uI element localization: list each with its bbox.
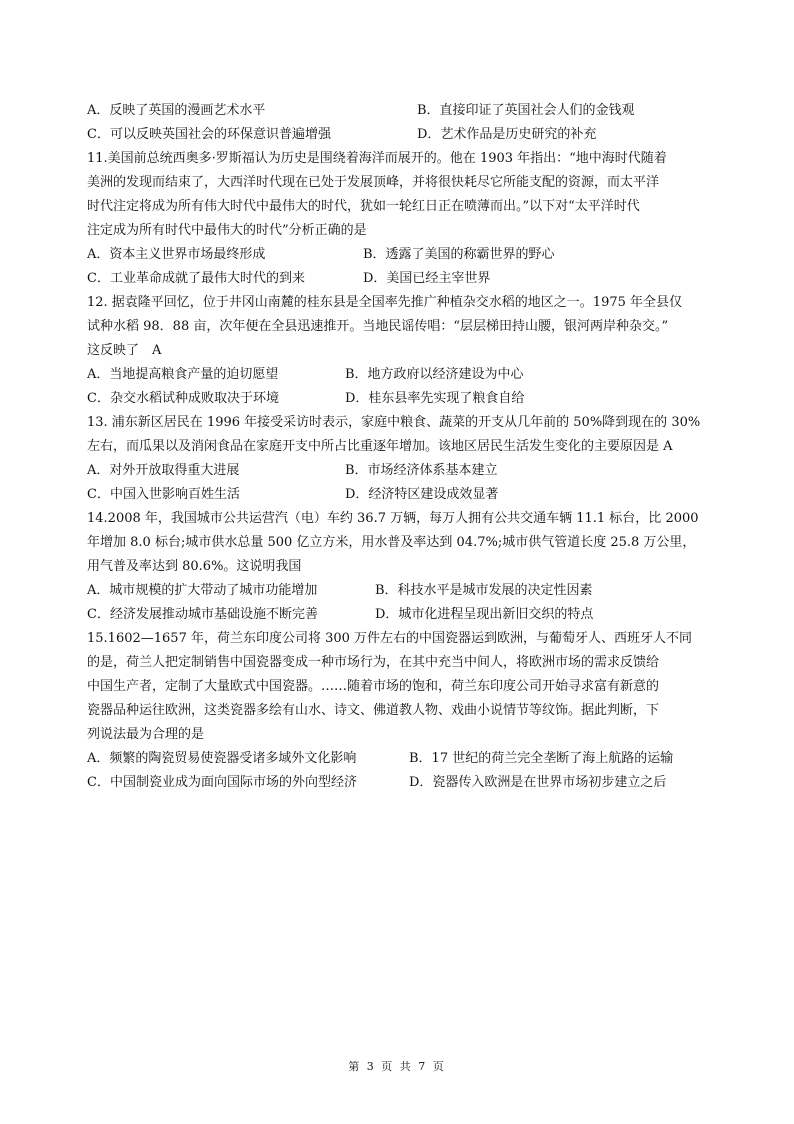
- q14-options-row-2: [87, 603, 715, 627]
- question-15: [87, 627, 715, 795]
- q11-stem-line: 时代注定将成为所有伟大时代中最伟大的时代，犹如一轮红日正在喷薄而出。”以下对“太平洋时代: [87, 199, 640, 214]
- q12-options-row-2: [87, 387, 715, 411]
- q15-options-row-2: [87, 771, 715, 795]
- q14-stem-line: 年增加 8.0 标台;城市供水总量 500 亿立方米，用水普及率达到 04.7%;城市供气管道长度 25.8 万公里，: [87, 535, 696, 550]
- question-13: [87, 411, 715, 507]
- q12-option-d: D．桂东县率先实现了粮食自给: [345, 391, 525, 406]
- q14-option-a: A．城市规模的扩大带动了城市功能增加: [87, 583, 318, 598]
- q12-stem-line: 试种水稻 98．88 亩，次年便在全县迅速推开。当地民谣传唱：“层层梯田持山腰，银河两岸种杂交。”: [87, 319, 669, 334]
- q10-option-a: A．反映了英国的漫画艺术水平: [87, 103, 266, 118]
- q11-stem-line: 11.美国前总统西奥多·罗斯福认为历史是围绕着海洋而展开的。他在 1903 年指出：“地中海时代随着: [87, 151, 667, 166]
- q15-options-row-1: [87, 747, 715, 771]
- q14-option-b: B．科技水平是城市发展的决定性因素: [375, 583, 593, 598]
- question-11: [87, 147, 715, 291]
- q13-option-a: A．对外开放取得重大进展: [87, 463, 240, 478]
- q15-option-d: D．瓷器传入欧洲是在世界市场初步建立之后: [409, 775, 667, 790]
- q13-options-row-2: [87, 483, 715, 507]
- q12-options-row-1: [87, 363, 715, 387]
- q15-option-b: B．17 世纪的荷兰完全垄断了海上航路的运输: [409, 751, 674, 766]
- q15-stem-line: 的是，荷兰人把定制销售中国瓷器变成一种市场行为，在其中充当中间人，将欧洲市场的需求反馈给: [87, 655, 660, 670]
- q14-option-c: C．经济发展推动城市基础设施不断完善: [87, 607, 318, 622]
- q15-stem-line: 中国生产者，定制了大量欧式中国瓷器。……随着市场的饱和，荷兰东印度公司开始寻求富有新意的: [87, 679, 660, 694]
- page-content: [87, 99, 715, 795]
- q10-option-b: B．直接印证了英国社会人们的金钱观: [417, 103, 635, 118]
- q11-option-a: A．资本主义世界市场最终形成: [87, 247, 266, 262]
- q10-options-row-1: [87, 99, 715, 123]
- q14-stem-line: 用气普及率达到 80.6%。这说明我国: [87, 559, 302, 574]
- q13-option-b: B．市场经济体系基本建立: [345, 463, 498, 478]
- q13-option-d: D．经济特区建设成效显著: [345, 487, 499, 502]
- q13-option-c: C．中国入世影响百姓生活: [87, 487, 240, 502]
- q11-stem-line: 注定成为所有时代中最伟大的时代”分析正确的是: [87, 223, 367, 238]
- q13-stem-line: 13. 浦东新区居民在 1996 年接受采访时表示，家庭中粮食、蔬菜的开支从几年前的 50%降到现在的 30%: [87, 415, 701, 430]
- q15-stem-line: 列说法最为合理的是: [87, 727, 205, 742]
- question-14: [87, 507, 715, 627]
- q15-option-a: A．频繁的陶瓷贸易使瓷器受诸多域外文化影响: [87, 751, 357, 766]
- q11-option-c: C．工业革命成就了最伟大时代的到来: [87, 271, 305, 286]
- q15-stem-line: 15.1602—1657 年，荷兰东印度公司将 300 万件左右的中国瓷器运到欧洲，与葡萄牙人、西班牙人不同: [87, 631, 693, 646]
- q11-options-row-2: [87, 267, 715, 291]
- q10-option-c: C．可以反映英国社会的环保意识普遍增强: [87, 127, 331, 142]
- q12-option-c: C．杂交水稻试种成败取决于环境: [87, 391, 279, 406]
- q13-options-row-1: [87, 459, 715, 483]
- q12-option-b: B．地方政府以经济建设为中心: [345, 367, 524, 382]
- q14-stem-line: 14.2008 年，我国城市公共运营汽（电）车约 36.7 万辆，每万人拥有公共交通车辆 11.1 标台，比 2000: [87, 511, 699, 526]
- page-number-label: 第 3 页 共 7 页: [348, 1060, 446, 1073]
- q12-stem-line: 这反映了 A: [87, 343, 162, 358]
- q12-option-a: A．当地提高粮食产量的迫切愿望: [87, 367, 279, 382]
- q11-option-b: B．透露了美国的称霸世界的野心: [363, 247, 555, 262]
- q11-options-row-1: [87, 243, 715, 267]
- q13-stem-line: 左右，而瓜果以及消闲食品在家庭开支中所占比重逐年增加。该地区居民生活发生变化的主要原因是 A: [87, 439, 673, 454]
- q14-option-d: D．城市化进程呈现出新旧交织的特点: [375, 607, 594, 622]
- page-footer: [0, 1058, 794, 1074]
- question-12: [87, 291, 715, 411]
- q15-stem-line: 瓷器品种运往欧洲，这类瓷器多绘有山水、诗文、佛道教人物、戏曲小说情节等纹饰。据此判断，下: [87, 703, 660, 718]
- q10-options-row-2: [87, 123, 715, 147]
- q12-stem-line: 12. 据袁隆平回忆，位于井冈山南麓的桂东县是全国率先推广种植杂交水稻的地区之一。1975 年全县仅: [87, 295, 683, 310]
- q14-options-row-1: [87, 579, 715, 603]
- q11-option-d: D．美国已经主宰世界: [363, 271, 491, 286]
- q10-option-d: D．艺术作品是历史研究的补充: [417, 127, 597, 142]
- q15-option-c: C．中国制瓷业成为面向国际市场的外向型经济: [87, 775, 357, 790]
- q11-stem-line: 美洲的发现而结束了，大西洋时代现在已处于发展顶峰，并将很快耗尽它所能支配的资源，而太平洋: [87, 175, 660, 190]
